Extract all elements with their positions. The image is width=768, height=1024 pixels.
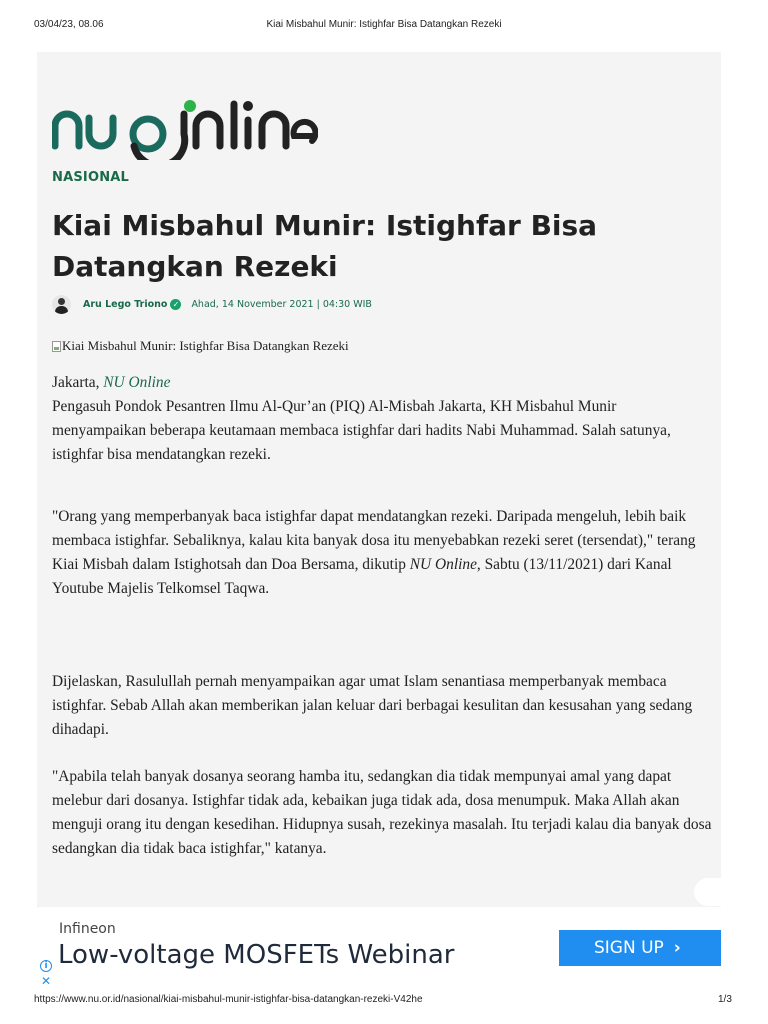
sign-up-button[interactable] [559,930,721,966]
chevron-right-icon: › [673,938,681,958]
broken-image-icon [52,341,61,352]
dateline-source: NU Online [103,374,171,391]
dateline-location: Jakarta, [52,374,100,391]
check-badge-icon: ✓ [170,299,181,310]
image-alt-text: Kiai Misbahul Munir: Istighfar Bisa Datangkan Rezeki [62,338,349,353]
article-paragraph: "Apabila telah banyak dosanya seorang hamba itu, sedangkan dia tidak mempunyai amal yang dapat melebur dari dosanya. Istighfar tidak ada, kebaikan juga tidak ada, dosa menumpuk. Maka Allah akan menguji orang itu dengan kesedihan. Hidupnya susah, rezekinya masalah. Itu terjadi kalau dia banyak dosa sedangkan dia tidak baca istighfar," katanya. [52,768,712,857]
article-image-placeholder [52,338,349,354]
print-date: 03/04/23, 08.06 [34,19,104,30]
info-icon[interactable]: i [40,960,52,972]
article-meta [52,293,372,315]
author-avatar[interactable] [52,295,71,314]
ad-brand: Infineon [59,921,116,937]
nu-online-logo[interactable] [52,96,318,160]
print-header [0,0,768,40]
page-url: https://www.nu.or.id/nasional/kiai-misbahul-munir-istighfar-bisa-datangkan-rezeki-V42he [34,994,423,1005]
source-mention: NU Online [409,556,477,573]
ad-banner[interactable] [38,907,721,989]
print-title: Kiai Misbahul Munir: Istighfar Bisa Datangkan Rezeki [266,19,502,30]
paragraph-text: "Orang yang memperbanyak baca istighfar dapat mendatangkan rezeki. Daripada mengeluh, lebih baik membaca istighfar. Sebaliknya, kalau kita banyak dosa itu menyebabkan rezeki seret (tersendat)," terang Kiai Misbah dalam Istighotsah dan Doa Bersama, dikutip [52,508,696,573]
paragraph-text: , Sabtu (13/11/2021) dari Kanal Youtube Majelis Telkomsel Taqwa. [52,556,672,597]
author-name[interactable]: Aru Lego Triono [83,298,168,310]
article-headline: Kiai Misbahul Munir: Istighfar Bisa Datangkan Rezeki [52,209,598,283]
article-paragraph: Pengasuh Pondok Pesantren Ilmu Al-Qur’an (PIQ) Al-Misbah Jakarta, KH Misbahul Munir menyampaikan beberapa keutamaan membaca istighfar dari hadits Nabi Muhammad. Salah satunya, istighfar bisa mendatangkan rezeki. [52,398,671,463]
ad-headline[interactable]: Low-voltage MOSFETs Webinar [58,940,455,970]
article-paragraph [52,505,712,601]
print-footer [0,992,768,1012]
close-icon[interactable]: ✕ [40,974,52,988]
publish-date: Ahad, 14 November 2021 | 04:30 WIB [191,298,372,310]
page-number: 1/3 [718,994,732,1005]
category-label[interactable]: NASIONAL [52,170,130,185]
side-tab[interactable] [694,878,724,906]
sign-up-label: SIGN UP [594,938,664,958]
article-paragraph: Dijelaskan, Rasulullah pernah menyampaikan agar umat Islam senantiasa memperbanyak membaca istighfar. Sebab Allah akan memberikan jalan keluar dari berbagai kesulitan dan kesusahan yang sedang dihadapi. [52,673,693,738]
dateline [52,371,712,395]
